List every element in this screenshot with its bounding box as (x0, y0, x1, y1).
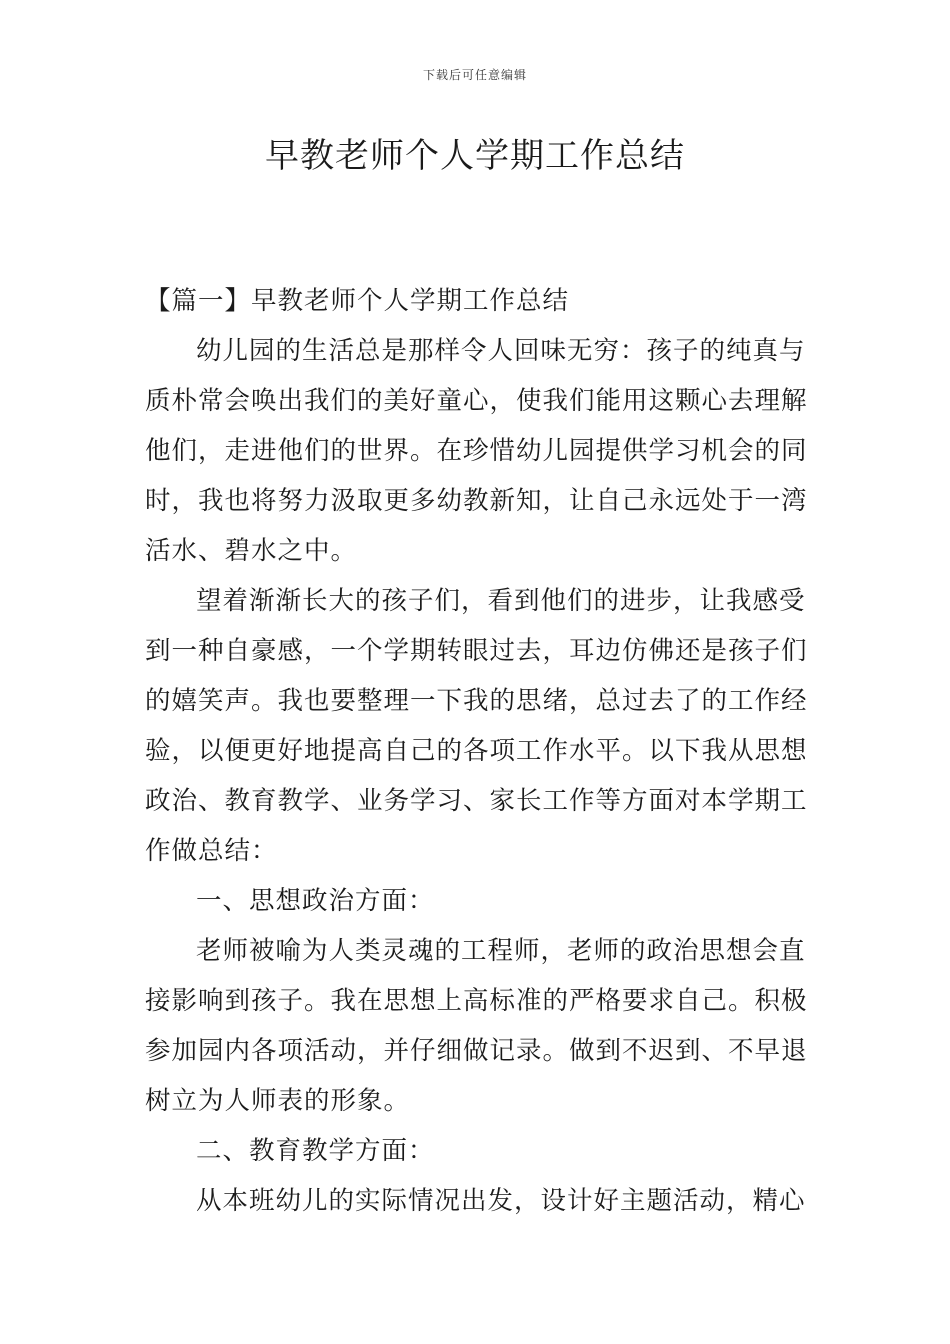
text-line: 验，以便更好地提高自己的各项工作水平。以下我从思想 (145, 736, 808, 766)
text-line: 二、教育教学方面： (196, 1136, 435, 1166)
text-line: 望着渐渐长大的孩子们，看到他们的进步，让我感受 (196, 586, 806, 616)
document-title: 早教老师个人学期工作总结 (265, 136, 685, 176)
text-line: 老师被喻为人类灵魂的工程师，老师的政治思想会直 (196, 936, 806, 966)
text-line: 幼儿园的生活总是那样令人回味无穷：孩子的纯真与 (196, 336, 806, 366)
text-line: 【篇一】早教老师个人学期工作总结 (145, 286, 570, 316)
text-line: 的嬉笑声。我也要整理一下我的思绪，总过去了的工作经 (145, 686, 808, 716)
text-line: 活水、碧水之中。 (145, 536, 358, 566)
text-line: 到一种自豪感，一个学期转眼过去，耳边仿佛还是孩子们 (145, 636, 808, 666)
text-line: 时，我也将努力汲取更多幼教新知，让自己永远处于一湾 (145, 486, 808, 516)
text-line: 树立为人师表的形象。 (145, 1086, 411, 1116)
text-line: 接影响到孩子。我在思想上高标准的严格要求自己。积极 (145, 986, 808, 1016)
text-line: 作做总结： (145, 836, 278, 866)
text-line: 质朴常会唤出我们的美好童心，使我们能用这颗心去理解 (145, 386, 808, 416)
text-line: 从本班幼儿的实际情况出发，设计好主题活动，精心 (196, 1186, 806, 1216)
header-note: 下载后可任意编辑 (422, 68, 527, 82)
text-line: 他们，走进他们的世界。在珍惜幼儿园提供学习机会的同 (145, 436, 808, 466)
document-body (145, 276, 810, 1226)
text-line: 参加园内各项活动，并仔细做记录。做到不迟到、不早退 (145, 1036, 808, 1066)
text-line: 一、思想政治方面： (196, 886, 435, 916)
text-line: 政治、教育教学、业务学习、家长工作等方面对本学期工 (145, 786, 808, 816)
